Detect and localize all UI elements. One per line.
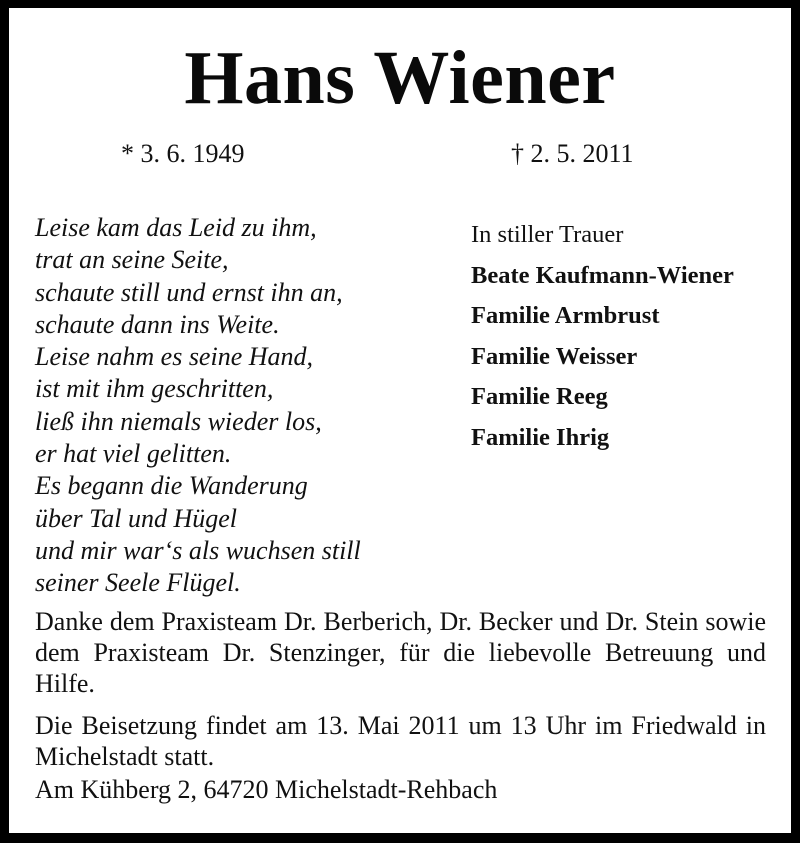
poem-line: ist mit ihm geschritten, <box>35 374 274 404</box>
poem-line: schaute still und ernst ihn an, <box>35 277 343 307</box>
poem <box>35 212 361 600</box>
poem-line: ließ ihn niemals wieder los, <box>35 406 322 436</box>
obituary-notice <box>9 8 791 833</box>
birth-date: * 3. 6. 1949 <box>121 139 245 168</box>
address-line: Am Kühberg 2, 64720 Michelstadt-Rehbach <box>35 775 498 804</box>
mourner-name: Familie Weisser <box>471 342 638 370</box>
mourners-list <box>471 215 734 459</box>
poem-line: schaute dann ins Weite. <box>35 309 280 339</box>
poem-line: trat an seine Seite, <box>35 245 229 275</box>
mourner-name: Familie Armbrust <box>471 302 660 330</box>
poem-line: Es begann die Wanderung <box>35 471 308 501</box>
poem-line: über Tal und Hügel <box>35 503 237 533</box>
poem-line: und mir war‘s als wuchsen still <box>35 535 361 565</box>
thanks-paragraph: Danke dem Praxisteam Dr. Berberich, Dr. Becker und Dr. Stein sowie dem Praxisteam Dr. Stenzinger, für die liebevolle Betreuung und Hilfe. <box>35 607 766 698</box>
death-date: † 2. 5. 2011 <box>511 139 634 168</box>
deceased-name: Hans Wiener <box>184 36 616 120</box>
mourner-name: Familie Ihrig <box>471 423 610 451</box>
mourner-name: Familie Reeg <box>471 383 608 411</box>
mourners-intro: In stiller Trauer <box>471 221 624 248</box>
poem-line: er hat viel gelitten. <box>35 439 232 469</box>
poem-line: Leise nahm es seine Hand, <box>35 342 314 372</box>
mourner-name: Beate Kaufmann-Wiener <box>471 261 734 289</box>
poem-line: seiner Seele Flügel. <box>35 568 241 598</box>
poem-line: Leise kam das Leid zu ihm, <box>35 213 317 242</box>
funeral-paragraph: Die Beisetzung findet am 13. Mai 2011 um 13 Uhr im Friedwald in Michelstadt statt. <box>35 711 766 771</box>
